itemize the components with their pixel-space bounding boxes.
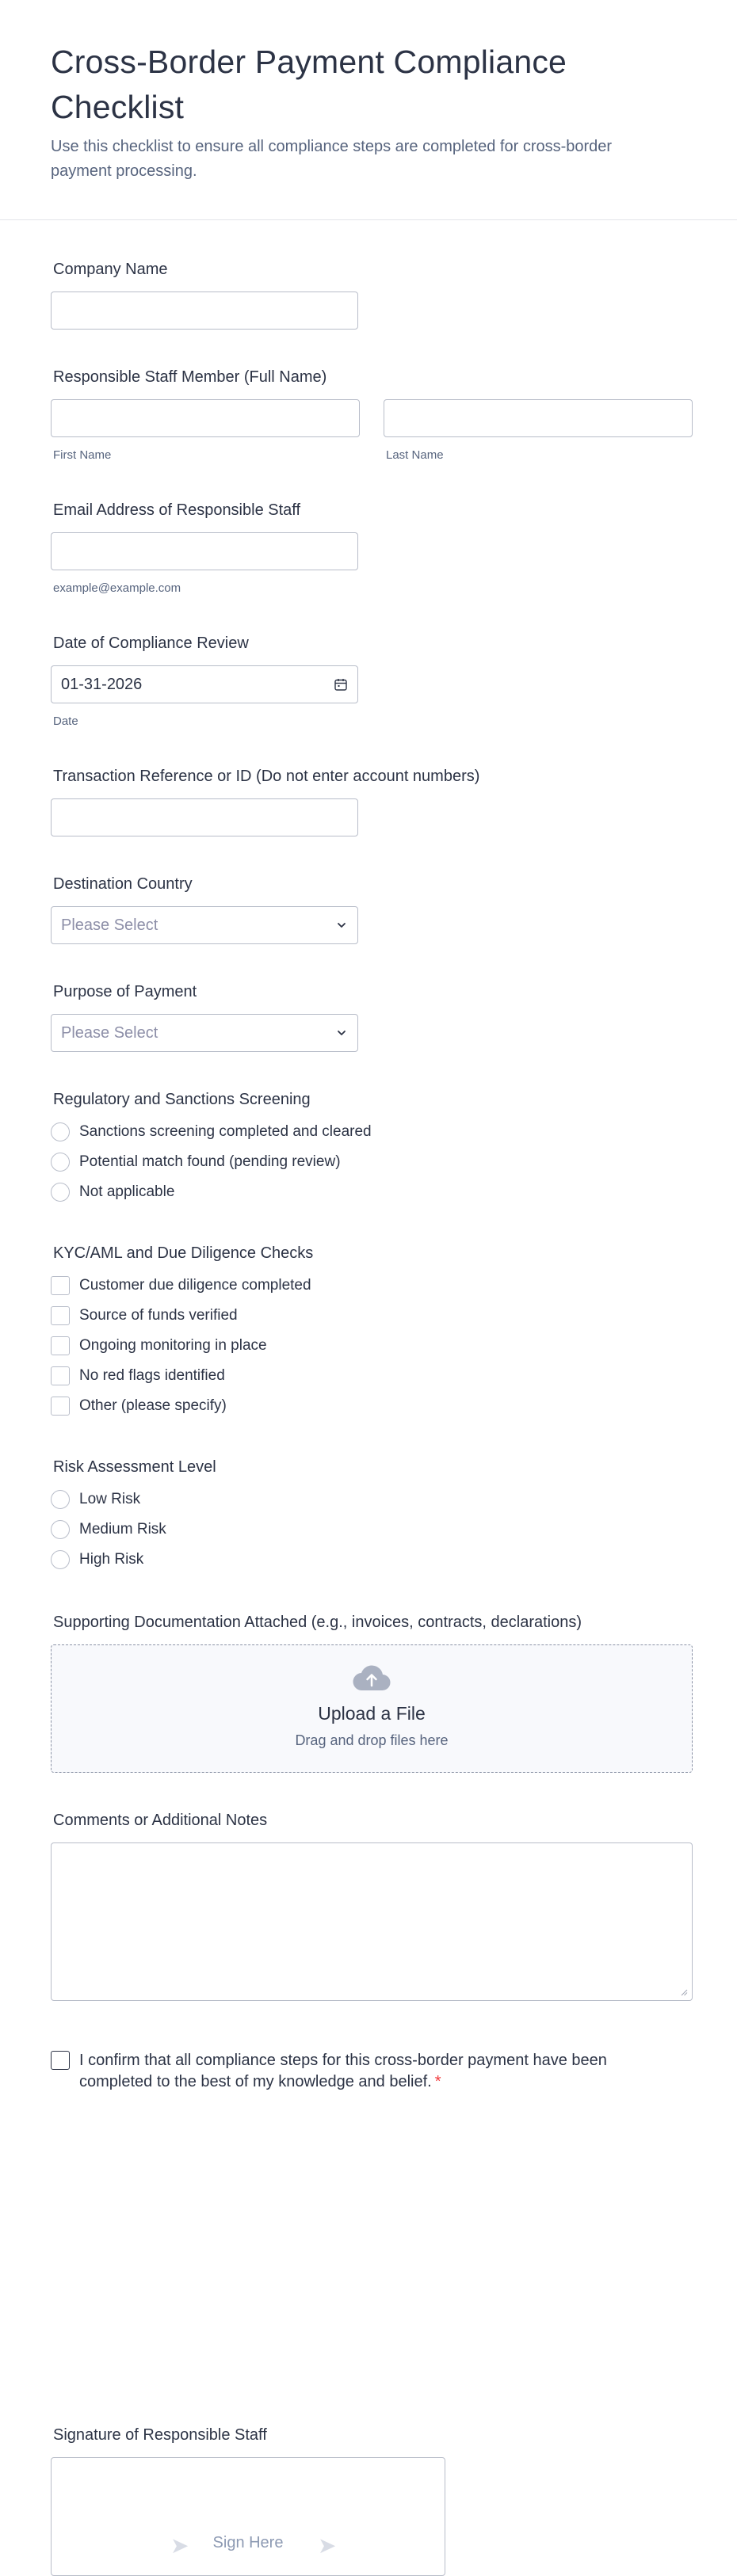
kyc-option[interactable]	[51, 1271, 313, 1301]
page-title: Cross-Border Payment Compliance Checklist	[51, 44, 567, 125]
required-mark: *	[434, 2073, 441, 2090]
destination-select[interactable]	[51, 906, 358, 944]
option-label: Other (please specify)	[79, 1397, 227, 1414]
option-label: No red flags identified	[79, 1367, 225, 1384]
confirm-checkbox[interactable]	[51, 2051, 70, 2070]
email-field	[51, 501, 358, 595]
chevron-down-icon	[335, 919, 348, 932]
last-name-input[interactable]	[384, 399, 693, 437]
email-label: Email Address of Responsible Staff	[53, 501, 301, 519]
purpose-field	[51, 982, 358, 1052]
confirm-text: I confirm that all compliance steps for this cross-border payment have been completed to the best of my knowledge and belief.	[79, 2052, 607, 2090]
staff-name-field	[51, 368, 693, 462]
arrow-right-icon: ➤	[318, 2533, 337, 2558]
option-label: Source of funds verified	[79, 1307, 238, 1324]
option-label: Customer due diligence completed	[79, 1277, 311, 1294]
docs-label: Supporting Documentation Attached (e.g., invoices, contracts, declarations)	[53, 1614, 582, 1631]
company-name-label: Company Name	[53, 261, 168, 278]
kyc-field	[51, 1244, 313, 1421]
arrow-left-icon: ➤	[170, 2533, 189, 2558]
file-upload-dropzone[interactable]	[51, 1644, 693, 1773]
option-label: Not applicable	[79, 1183, 175, 1200]
review-date-input[interactable]	[51, 665, 358, 703]
comments-textarea[interactable]	[51, 1842, 693, 2001]
checkbox[interactable]	[51, 1306, 70, 1325]
upload-title: Upload a File	[318, 1703, 426, 1724]
radio-button[interactable]	[51, 1490, 70, 1509]
comments-field	[51, 1811, 693, 2001]
destination-label: Destination Country	[53, 875, 193, 893]
upload-subtitle: Drag and drop files here	[295, 1732, 449, 1748]
signature-field	[51, 2425, 445, 2576]
checkbox[interactable]	[51, 1366, 70, 1385]
calendar-icon[interactable]	[334, 677, 348, 692]
sanctions-option[interactable]	[51, 1177, 372, 1207]
option-label: High Risk	[79, 1551, 144, 1568]
page-subtitle: Use this checklist to ensure all compliance steps are completed for cross-border payment processing.	[51, 138, 613, 180]
risk-option[interactable]	[51, 1515, 216, 1545]
purpose-label: Purpose of Payment	[53, 983, 197, 1000]
radio-button[interactable]	[51, 1550, 70, 1569]
checkbox[interactable]	[51, 1276, 70, 1295]
transaction-field	[51, 767, 479, 836]
signature-hint: Sign Here	[212, 2534, 284, 2551]
checkbox[interactable]	[51, 1397, 70, 1416]
email-sublabel: example@example.com	[53, 581, 181, 595]
form-header	[0, 0, 737, 220]
kyc-option[interactable]	[51, 1391, 313, 1421]
confirm-field	[51, 2050, 653, 2093]
option-label: Ongoing monitoring in place	[79, 1337, 267, 1354]
last-name-sublabel: Last Name	[386, 448, 444, 462]
sanctions-option[interactable]	[51, 1117, 372, 1147]
risk-option[interactable]	[51, 1545, 216, 1575]
radio-button[interactable]	[51, 1520, 70, 1539]
destination-field	[51, 875, 358, 944]
radio-button[interactable]	[51, 1153, 70, 1172]
signature-pad[interactable]	[51, 2457, 445, 2576]
comments-label: Comments or Additional Notes	[53, 1812, 268, 1829]
review-date-value: 01-31-2026	[61, 676, 143, 693]
sanctions-option[interactable]	[51, 1147, 372, 1177]
radio-button[interactable]	[51, 1183, 70, 1202]
risk-field	[51, 1458, 216, 1575]
purpose-placeholder: Please Select	[61, 1024, 158, 1042]
sanctions-label: Regulatory and Sanctions Screening	[53, 1091, 311, 1108]
risk-label: Risk Assessment Level	[53, 1458, 216, 1476]
transaction-label: Transaction Reference or ID (Do not enter account numbers)	[53, 768, 480, 785]
docs-field	[51, 1613, 693, 1773]
cloud-upload-icon	[352, 1664, 391, 1693]
first-name-sublabel: First Name	[53, 448, 112, 462]
option-label: Sanctions screening completed and cleared	[79, 1123, 372, 1140]
kyc-option[interactable]	[51, 1301, 313, 1331]
signature-label: Signature of Responsible Staff	[53, 2426, 267, 2444]
first-name-input[interactable]	[51, 399, 360, 437]
kyc-label: KYC/AML and Due Diligence Checks	[53, 1244, 314, 1262]
chevron-down-icon	[335, 1027, 348, 1039]
option-label: Potential match found (pending review)	[79, 1153, 341, 1170]
kyc-option[interactable]	[51, 1331, 313, 1361]
resize-grip-icon[interactable]	[680, 1988, 688, 1996]
review-date-sublabel: Date	[53, 714, 78, 728]
review-date-label: Date of Compliance Review	[53, 634, 249, 652]
purpose-select[interactable]	[51, 1014, 358, 1052]
radio-button[interactable]	[51, 1122, 70, 1141]
company-name-input[interactable]	[51, 292, 358, 330]
transaction-input[interactable]	[51, 798, 358, 836]
option-label: Medium Risk	[79, 1521, 166, 1538]
kyc-option[interactable]	[51, 1361, 313, 1391]
destination-placeholder: Please Select	[61, 916, 158, 934]
checkbox[interactable]	[51, 1336, 70, 1355]
sanctions-field	[51, 1090, 372, 1207]
email-input[interactable]	[51, 532, 358, 570]
confirm-checkbox-row[interactable]	[51, 2050, 653, 2093]
option-label: Low Risk	[79, 1491, 141, 1507]
staff-name-label: Responsible Staff Member (Full Name)	[53, 368, 327, 386]
company-name-field	[51, 260, 358, 330]
review-date-field	[51, 634, 358, 728]
risk-option[interactable]	[51, 1484, 216, 1515]
